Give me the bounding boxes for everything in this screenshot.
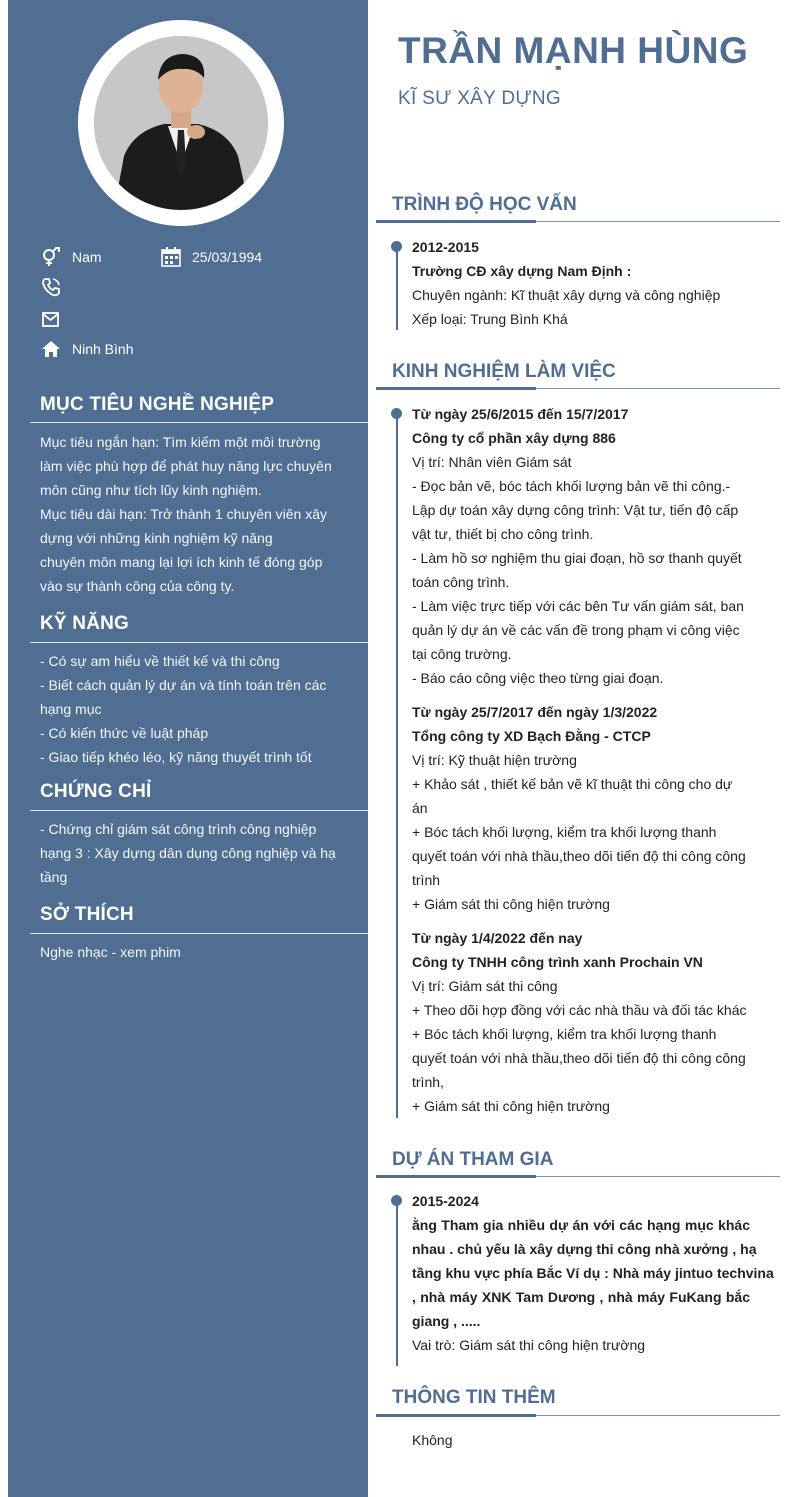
education-entry [412,235,752,331]
extra-entry [412,1428,752,1452]
job-line: quyết toán với nhà thầu,theo dõi tiến độ thi công công [412,848,746,864]
education-major: Chuyên ngành: Kĩ thuật xây dựng và công nghiệp [412,287,721,303]
job-line: quyết toán với nhà thầu,theo dõi tiến độ thi công công [412,1050,746,1066]
calendar-icon [160,246,182,268]
phone-row [40,276,72,298]
education-timeline [396,246,398,330]
job-period: Từ ngày 25/7/2017 đến ngày 1/3/2022 [412,704,658,720]
job-entry [412,402,752,690]
job-line: án [412,800,428,816]
job-line: vật tư, thiết bị cho công trình. [412,526,594,542]
skills-text [40,649,340,769]
hobbies-divider [30,933,368,934]
objective-line: vào sự thành công của công ty. [40,578,235,594]
extra-divider-accent [376,1414,536,1417]
job-line: - Báo cáo công việc theo từng giai đoạn. [412,670,664,686]
job-period: Từ ngày 25/6/2015 đến 15/7/2017 [412,406,629,422]
birthday-row [160,246,262,268]
home-icon [40,338,62,360]
objective-line: làm việc phù hợp để phát huy năng lực chuyên [40,458,332,474]
job-entry [412,700,752,916]
project-description-line: ằng Tham gia nhiều dự án với các hạng mục khác [412,1217,750,1233]
certificates-text [40,817,340,889]
projects-divider-accent [376,1175,536,1178]
job-period: Từ ngày 1/4/2022 đến nay [412,930,583,946]
sidebar [8,0,368,1497]
education-school: Trường CĐ xây dựng Nam Định : [412,263,632,279]
job-line: trình, [412,1074,444,1090]
address-row [40,338,133,360]
email-row [40,308,72,330]
job-line: trình [412,872,441,888]
project-role: Vai trò: Giám sát thi công hiện trường [412,1337,646,1353]
certificates-line: - Chứng chỉ giám sát công trình công nghiệp [40,821,317,837]
objective-line: Mục tiêu ngắn hạn: Tìm kiếm một môi trường [40,434,321,450]
job-line: Vị trí: Giám sát thi công [412,978,558,994]
certificates-line: tầng [40,869,68,885]
job-line: - Đọc bản vẽ, bóc tách khối lượng bản vẽ thi công.- [412,478,731,494]
gender-value: Nam [72,249,102,265]
job-line: + Giám sát thi công hiện trường [412,896,610,912]
job-line: - Làm việc trực tiếp với các bên Tư vấn giám sát, ban [412,598,744,614]
phone-icon [40,276,62,298]
project-period: 2015-2024 [412,1193,479,1209]
education-dot [391,241,402,252]
job-line: - Làm hồ sơ nghiệm thu giai đoạn, hồ sơ thanh quyết [412,550,742,566]
projects-title: DỰ ÁN THAM GIA [392,1149,554,1170]
job-line: + Giám sát thi công hiện trường [412,1098,610,1114]
education-grade: Xếp loại: Trung Bình Khá [412,311,568,327]
job-line: Lập dự toán xây dựng công trình: Vật tư, tiến độ cấp [412,502,739,518]
objective-divider [30,422,368,423]
job-line: quản lý dự án về các vấn đề trong phạm vi công việc [412,622,740,638]
job-entry [412,926,752,1118]
projects-dot [391,1195,402,1206]
skills-line: - Có kiến thức về luật pháp [40,725,209,741]
objective-line: chuyên môn mang lại lợi ích kinh tế đóng góp [40,554,323,570]
email-icon [40,308,62,330]
avatar [94,36,268,210]
experience-timeline [396,412,398,1118]
project-description-line: nhau . chủ yếu là xây dựng thi công nhà xưởng , hạ [412,1241,757,1257]
avatar-photo [94,36,268,210]
objective-line: Mục tiêu dài hạn: Trở thành 1 chuyên viên xây [40,506,328,522]
experience-dot [391,408,402,419]
project-description-line: giang , ..... [412,1313,481,1329]
hobbies-title: SỞ THÍCH [40,904,134,925]
experience-divider-accent [376,387,536,390]
skills-line: - Có sự am hiểu về thiết kế và thi công [40,653,280,669]
extra-title: THÔNG TIN THÊM [392,1387,556,1408]
job-line: tại công trường. [412,646,512,662]
job-company: Công ty cổ phần xây dựng 886 [412,430,616,446]
candidate-name: TRẦN MẠNH HÙNG [398,30,749,71]
skills-line: - Biết cách quản lý dự án và tính toán trên các [40,677,327,693]
job-line: + Theo dõi hợp đồng với các nhà thầu và đối tác khác [412,1002,747,1018]
certificates-divider [30,810,368,811]
job-line: + Bóc tách khối lượng, kiểm tra khối lượng thanh [412,1026,717,1042]
job-line: Vị trí: Kỹ thuật hiện trường [412,752,577,768]
education-title: TRÌNH ĐỘ HỌC VẤN [392,194,577,215]
objective-title: MỤC TIÊU NGHỀ NGHIỆP [40,394,275,415]
objective-line: môn cũng như tích lũy kinh nghiệm. [40,482,262,498]
job-line: + Khảo sát , thiết kế bản vẽ kĩ thuật thi công cho dự [412,776,733,792]
projects-timeline [396,1200,398,1366]
job-line: + Bóc tách khối lượng, kiểm tra khối lượng thanh [412,824,717,840]
certificates-title: CHỨNG CHỈ [40,781,152,802]
address-value: Ninh Bình [72,341,134,357]
objective-line: dựng với những kinh nghiệm kỹ năng [40,530,273,546]
job-line: toán công trình. [412,574,510,590]
project-description-line: , nhà máy XNK Tam Dương , nhà máy FuKang bắc [412,1289,750,1305]
hobbies-line: Nghe nhạc - xem phim [40,944,181,960]
skills-line: hạng mục [40,701,102,717]
hobbies-text [40,940,340,964]
birthday-value: 25/03/1994 [192,249,263,265]
project-entry [412,1189,774,1357]
objective-text [40,430,340,598]
job-line: Vị trí: Nhân viên Giám sát [412,454,572,470]
certificates-line: hạng 3 : Xây dựng dân dụng công nghiệp và hạ [40,845,336,861]
experience-title: KINH NGHIỆM LÀM VIỆC [392,361,616,382]
education-period: 2012-2015 [412,239,479,255]
avatar-frame [78,20,284,226]
skills-divider [30,642,368,643]
job-company: Công ty TNHH công trình xanh Prochain VN [412,954,703,970]
skills-title: KỸ NĂNG [40,613,130,634]
project-description-line: tầng khu vực phía Bắc Ví dụ : Nhà máy jintuo techvina [412,1265,774,1281]
gender-row [40,246,102,268]
candidate-title: KĨ SƯ XÂY DỰNG [398,88,562,109]
gender-icon [40,246,62,268]
education-divider-accent [376,220,536,223]
skills-line: - Giao tiếp khéo léo, kỹ năng thuyết trình tốt [40,749,312,765]
extra-text: Không [412,1432,453,1448]
job-company: Tổng công ty XD Bạch Đằng - CTCP [412,728,651,744]
